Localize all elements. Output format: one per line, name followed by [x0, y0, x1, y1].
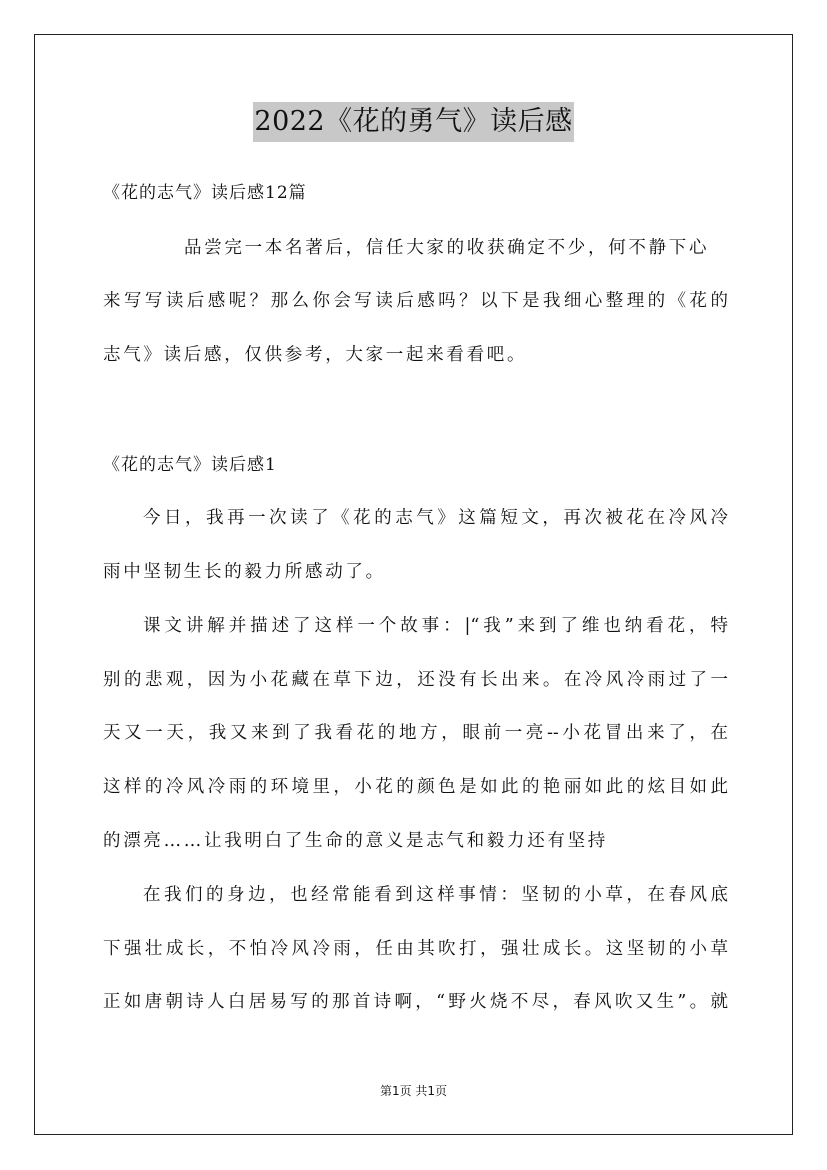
paragraph3-line-3: 正如唐朝诗人白居易写的那首诗啊，“野火烧不尽，春风吹又生”。就: [103, 992, 728, 1012]
paragraph1-line-2: 雨中坚韧生长的毅力所感动了。: [103, 562, 386, 582]
intro-line-3: 志气》读后感，仅供参考，大家一起来看看吧。: [103, 345, 528, 365]
title-container: [0, 102, 827, 142]
paragraph3-line-1: 在我们的身边，也经常能看到这样事情：坚韧的小草，在春风底: [143, 885, 728, 905]
subtitle: 《花的志气》读后感12篇: [103, 183, 307, 203]
section-heading: 《花的志气》读后感1: [103, 455, 277, 475]
page-footer: 第1页 共1页: [379, 1084, 448, 1098]
intro-line-1: 品尝完一本名著后，信任大家的收获确定不少，何不静下心: [184, 238, 710, 258]
paragraph2-line-5: 的漂亮……让我明白了生命的意义是志气和毅力还有坚持: [103, 831, 608, 851]
paragraph2-line-4: 这样的冷风冷雨的环境里，小花的颜色是如此的艳丽如此的炫目如此: [103, 777, 728, 797]
paragraph3-line-2: 下强壮成长，不怕冷风冷雨，任由其吹打，强壮成长。这坚韧的小草: [103, 939, 728, 959]
intro-line-2: 来写写读后感呢？那么你会写读后感吗？以下是我细心整理的《花的: [103, 291, 728, 311]
paragraph2-line-1: 课文讲解并描述了这样一个故事：|“我”来到了维也纳看花，特: [143, 616, 728, 636]
paragraph1-line-1: 今日，我再一次读了《花的志气》这篇短文，再次被花在冷风冷: [143, 508, 728, 528]
paragraph2-line-3: 天又一天，我又来到了我看花的地方，眼前一亮--小花冒出来了，在: [103, 723, 728, 743]
paragraph2-line-2: 别的悲观，因为小花藏在草下边，还没有长出来。在冷风冷雨过了一: [103, 670, 728, 690]
document-title: 2022《花的勇气》读后感: [253, 102, 573, 142]
